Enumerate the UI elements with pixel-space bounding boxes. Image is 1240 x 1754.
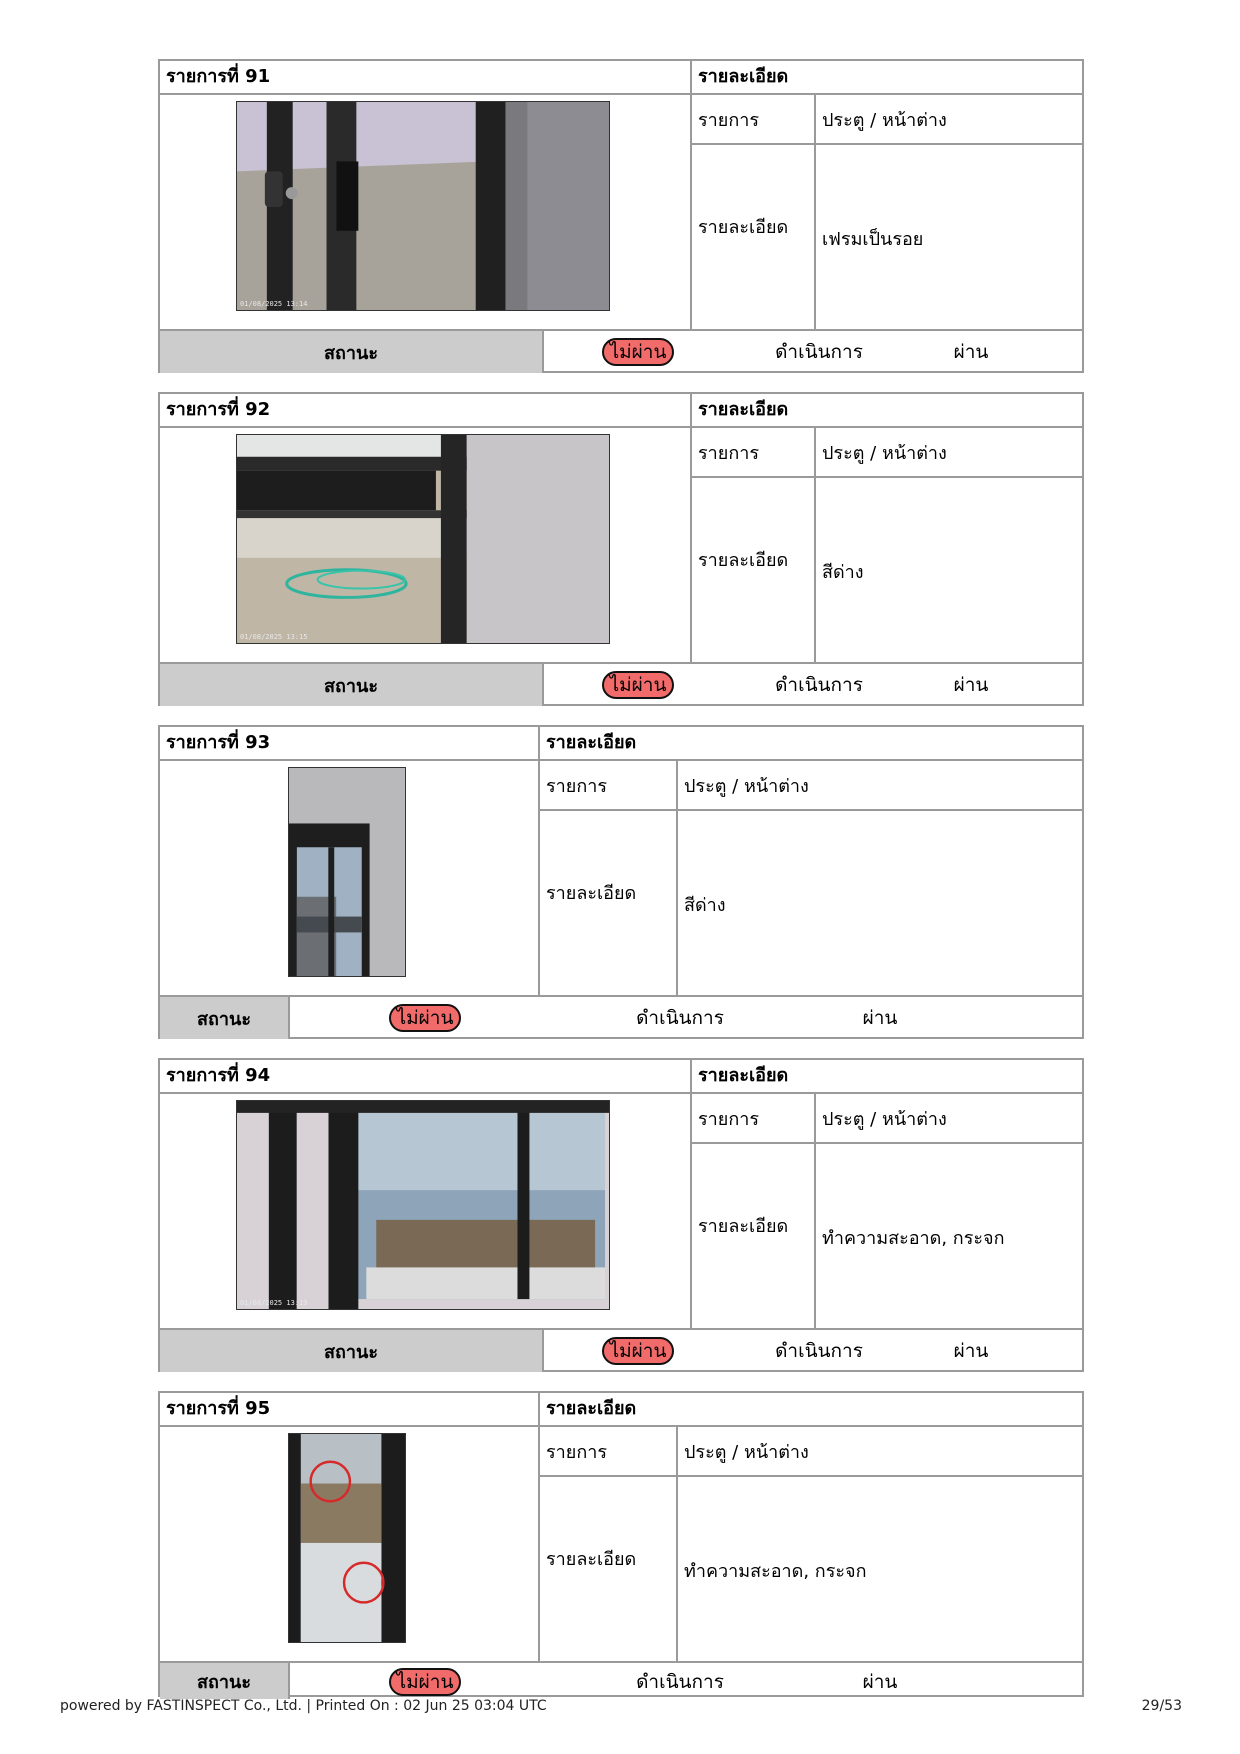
footer-powered-by: powered by FASTINSPECT Co., Ltd. | Printed On : 02 Jun 25 03:04 UTC: [60, 1698, 547, 1714]
inspection-photo[interactable]: [288, 767, 406, 977]
photo-cell: [160, 1094, 690, 1328]
item-header-row: [160, 61, 1082, 95]
photo-timestamp: 01/08/2025 13:14: [240, 300, 308, 308]
status-label: สถานะ: [160, 1330, 544, 1372]
status-pass[interactable]: ผ่าน: [862, 1671, 898, 1693]
detail-label: รายละเอียด: [692, 478, 816, 662]
status-in-progress[interactable]: ดำเนินการ: [636, 1671, 724, 1693]
item-value: ประตู / หน้าต่าง: [684, 775, 809, 797]
detail-header: รายละเอียด: [690, 1060, 1082, 1092]
detail-header: รายละเอียด: [538, 1393, 1082, 1425]
photo-timestamp: 01/08/2025 13:15: [240, 633, 308, 641]
status-fail[interactable]: ไม่ผ่าน: [544, 1330, 732, 1372]
photo-timestamp: 01/08/2025 13:19: [240, 1299, 308, 1307]
item-label: รายการ: [540, 1427, 678, 1475]
item-title: รายการที่ 91: [166, 66, 271, 87]
status-row: [160, 1328, 1082, 1372]
status-label: สถานะ: [160, 331, 544, 373]
status-fail[interactable]: ไม่ผ่าน: [290, 1663, 560, 1699]
detail-label: รายละเอียด: [540, 1477, 678, 1661]
inspection-photo[interactable]: [236, 1100, 610, 1310]
status-pass[interactable]: ผ่าน: [953, 674, 989, 696]
detail-value: สีด่าง: [822, 561, 864, 583]
item-title: รายการที่ 95: [166, 1398, 271, 1419]
status-row: [160, 329, 1082, 373]
status-in-progress[interactable]: ดำเนินการ: [775, 1340, 863, 1362]
inspection-item-95: [158, 1391, 1084, 1697]
status-fail[interactable]: ไม่ผ่าน: [544, 664, 732, 706]
inspection-item-94: [158, 1058, 1084, 1372]
item-value: ประตู / หน้าต่าง: [822, 1108, 947, 1130]
status-label: สถานะ: [160, 664, 544, 706]
detail-value: สีด่าง: [684, 894, 726, 916]
status-row: [160, 995, 1082, 1039]
inspection-item-93: [158, 725, 1084, 1039]
item-value: ประตู / หน้าต่าง: [822, 442, 947, 464]
status-row: [160, 662, 1082, 706]
item-label: รายการ: [540, 761, 678, 809]
detail-area: [690, 428, 1082, 662]
photo-cell: [160, 428, 690, 662]
status-pass[interactable]: ผ่าน: [953, 1340, 989, 1362]
page-number: 29/53: [1141, 1698, 1182, 1714]
status-in-progress[interactable]: ดำเนินการ: [775, 341, 863, 363]
status-row: [160, 1661, 1082, 1699]
detail-value: ทำความสะอาด, กระจก: [684, 1560, 867, 1582]
inspection-item-92: [158, 392, 1084, 706]
inspection-photo[interactable]: [236, 434, 610, 644]
item-header-row: [160, 727, 1082, 761]
status-fail[interactable]: ไม่ผ่าน: [544, 331, 732, 373]
status-pass[interactable]: ผ่าน: [862, 1007, 898, 1029]
item-value: ประตู / หน้าต่าง: [684, 1441, 809, 1463]
photo-cell: [160, 761, 538, 995]
item-header-row: [160, 394, 1082, 428]
status-pass[interactable]: ผ่าน: [953, 341, 989, 363]
status-label: สถานะ: [160, 997, 290, 1039]
detail-label: รายละเอียด: [692, 145, 816, 329]
item-label: รายการ: [692, 95, 816, 143]
item-title: รายการที่ 94: [166, 1065, 271, 1086]
photo-cell: [160, 1427, 538, 1661]
detail-area: [690, 1094, 1082, 1328]
item-value: ประตู / หน้าต่าง: [822, 109, 947, 131]
item-title: รายการที่ 93: [166, 732, 271, 753]
item-label: รายการ: [692, 1094, 816, 1142]
inspection-photo[interactable]: [288, 1433, 406, 1643]
status-label: สถานะ: [160, 1663, 290, 1699]
detail-value: เฟรมเป็นรอย: [822, 228, 924, 250]
detail-header: รายละเอียด: [690, 61, 1082, 93]
item-header-row: [160, 1060, 1082, 1094]
item-title: รายการที่ 92: [166, 399, 271, 420]
detail-area: [538, 1427, 1082, 1661]
detail-header: รายละเอียด: [690, 394, 1082, 426]
status-fail[interactable]: ไม่ผ่าน: [290, 997, 560, 1039]
inspection-photo[interactable]: [236, 101, 610, 311]
item-header-row: [160, 1393, 1082, 1427]
detail-value: ทำความสะอาด, กระจก: [822, 1227, 1005, 1249]
detail-label: รายละเอียด: [540, 811, 678, 995]
detail-header: รายละเอียด: [538, 727, 1082, 759]
detail-label: รายละเอียด: [692, 1144, 816, 1328]
photo-cell: [160, 95, 690, 329]
item-label: รายการ: [692, 428, 816, 476]
detail-area: [538, 761, 1082, 995]
status-in-progress[interactable]: ดำเนินการ: [636, 1007, 724, 1029]
inspection-item-91: [158, 59, 1084, 373]
detail-area: [690, 95, 1082, 329]
status-in-progress[interactable]: ดำเนินการ: [775, 674, 863, 696]
